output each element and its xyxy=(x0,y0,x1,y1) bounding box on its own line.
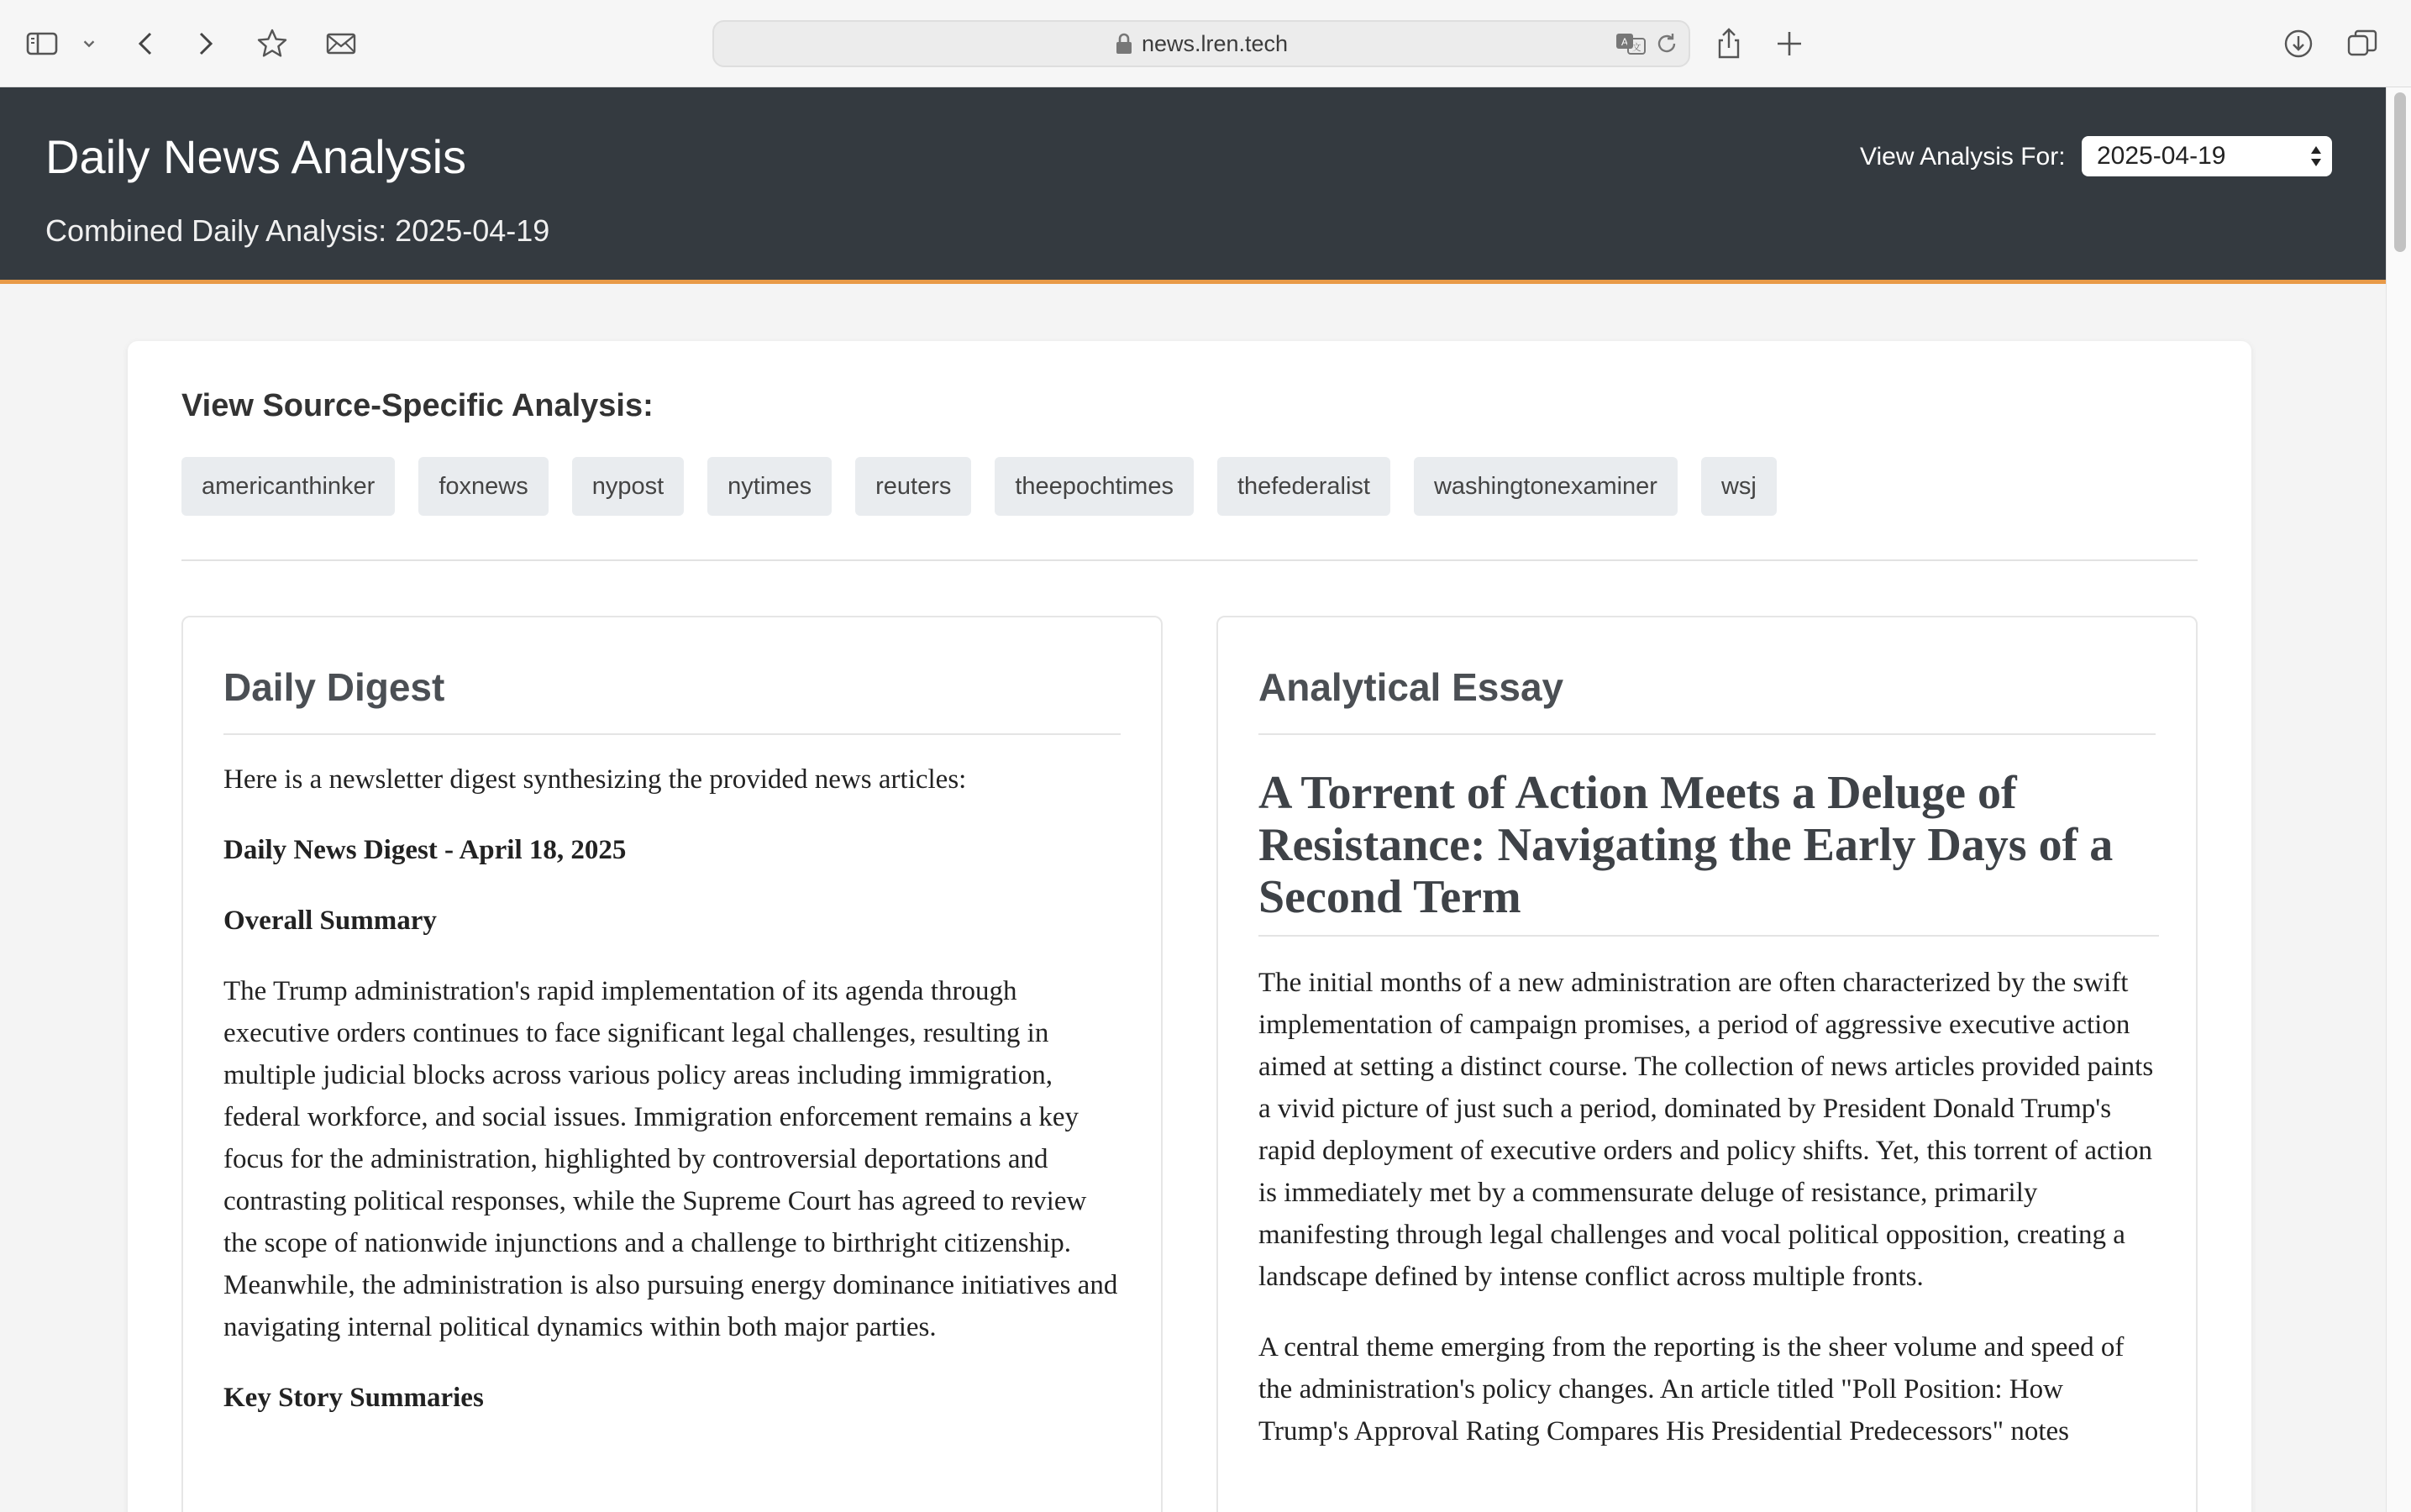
source-link-americanthinker[interactable]: americanthinker xyxy=(181,457,395,516)
analytical-essay-panel xyxy=(1216,616,2198,1512)
digest-title: Daily News Digest - April 18, 2025 xyxy=(223,835,627,865)
translate-icon[interactable] xyxy=(1615,30,1648,57)
url-text: news.lren.tech xyxy=(1141,30,1289,56)
date-select[interactable] xyxy=(2082,136,2332,176)
source-link-nypost[interactable]: nypost xyxy=(572,457,684,516)
sidebar-toggle-icon[interactable] xyxy=(24,25,60,62)
divider xyxy=(181,559,2198,561)
source-link-theepochtimes[interactable]: theepochtimes xyxy=(995,457,1194,516)
scrollbar[interactable] xyxy=(2386,87,2411,1512)
key-stories-heading: Key Story Summaries xyxy=(223,1383,484,1413)
share-icon[interactable] xyxy=(1710,25,1747,62)
svg-text:A: A xyxy=(1620,36,1629,48)
essay-paragraph: The initial months of a new administration are often characterized by the swift implementation of campaign promises, a period of aggressive executive action aimed at setting a distinct course. The collection of news articles provided paints a vivid picture of just such a period, dominated by President Donald Trump's rapid deployment of executive orders and policy shifts. Yet, this torrent of action is immediately met by a commensurate deluge of resistance, primarily manifesting through legal challenges and vocal political opposition, creating a landscape defined by intense conflict across multiple fronts. xyxy=(1258,968,2154,1292)
back-icon[interactable] xyxy=(128,25,165,62)
source-link-foxnews[interactable]: foxnews xyxy=(418,457,548,516)
sources-heading: View Source-Specific Analysis: xyxy=(181,388,654,423)
address-bar[interactable] xyxy=(712,20,1690,67)
essay-heading: Analytical Essay xyxy=(1258,665,1564,709)
reload-icon[interactable] xyxy=(1653,30,1680,57)
summary-paragraph: The Trump administration's rapid implementation of its agenda through executive orders continues to face significant legal challenges, resulting in multiple judicial blocks across various policy areas including immigration, federal workforce, and social issues. Immigration enforcement remains a key focus for the administration, highlighted by controversial deportations and contrasting political responses, while the Supreme Court has agreed to review the scope of nationwide injunctions and a challenge to birthright citizenship. Meanwhile, the administration is also pursuing energy dominance initiatives and navigating internal political dynamics within both major parties. xyxy=(223,976,1118,1342)
downloads-icon[interactable] xyxy=(2280,25,2317,62)
svg-text:文: 文 xyxy=(1631,43,1641,53)
digest-heading: Daily Digest xyxy=(223,665,445,709)
scrollbar-thumb[interactable] xyxy=(2394,92,2406,252)
site-header xyxy=(0,87,2386,284)
new-tab-icon[interactable] xyxy=(1771,25,1808,62)
source-link-washingtonexaminer[interactable]: washingtonexaminer xyxy=(1414,457,1678,516)
page-title: Daily News Analysis xyxy=(45,130,467,183)
source-link-reuters[interactable]: reuters xyxy=(855,457,971,516)
divider xyxy=(223,733,1121,735)
lock-icon xyxy=(1115,33,1133,55)
essay-paragraph: A central theme emerging from the reporting is the sheer volume and speed of the administration's policy changes. An article titled "Poll Position: How Trump's Approval Rating Compares His Presidential Predecessors" notes xyxy=(1258,1332,2125,1446)
essay-body xyxy=(1258,759,2159,1481)
source-links xyxy=(181,457,1777,516)
essay-title: A Torrent of Action Meets a Deluge of Resistance: Navigating the Early Days of a Second Term xyxy=(1258,767,2159,937)
tab-overview-icon[interactable] xyxy=(2344,25,2381,62)
daily-digest-panel xyxy=(181,616,1163,1512)
divider xyxy=(1258,733,2156,735)
chevron-down-icon[interactable] xyxy=(72,25,106,62)
date-select-value: 2025-04-19 xyxy=(2097,142,2226,170)
digest-intro: Here is a newsletter digest synthesizing the provided news articles: xyxy=(223,764,967,795)
source-link-nytimes[interactable]: nytimes xyxy=(707,457,832,516)
date-select-label: View Analysis For: xyxy=(1860,143,2066,171)
browser-toolbar xyxy=(0,0,2411,87)
select-arrows-icon xyxy=(2309,143,2324,170)
source-link-wsj[interactable]: wsj xyxy=(1701,457,1777,516)
mail-icon[interactable] xyxy=(323,25,360,62)
content-card xyxy=(128,341,2251,1512)
source-link-thefederalist[interactable]: thefederalist xyxy=(1217,457,1390,516)
digest-body xyxy=(223,759,1124,1447)
page-subtitle: Combined Daily Analysis: 2025-04-19 xyxy=(45,213,550,248)
bookmark-star-icon[interactable] xyxy=(254,25,291,62)
summary-heading: Overall Summary xyxy=(223,906,437,936)
forward-icon[interactable] xyxy=(186,25,223,62)
